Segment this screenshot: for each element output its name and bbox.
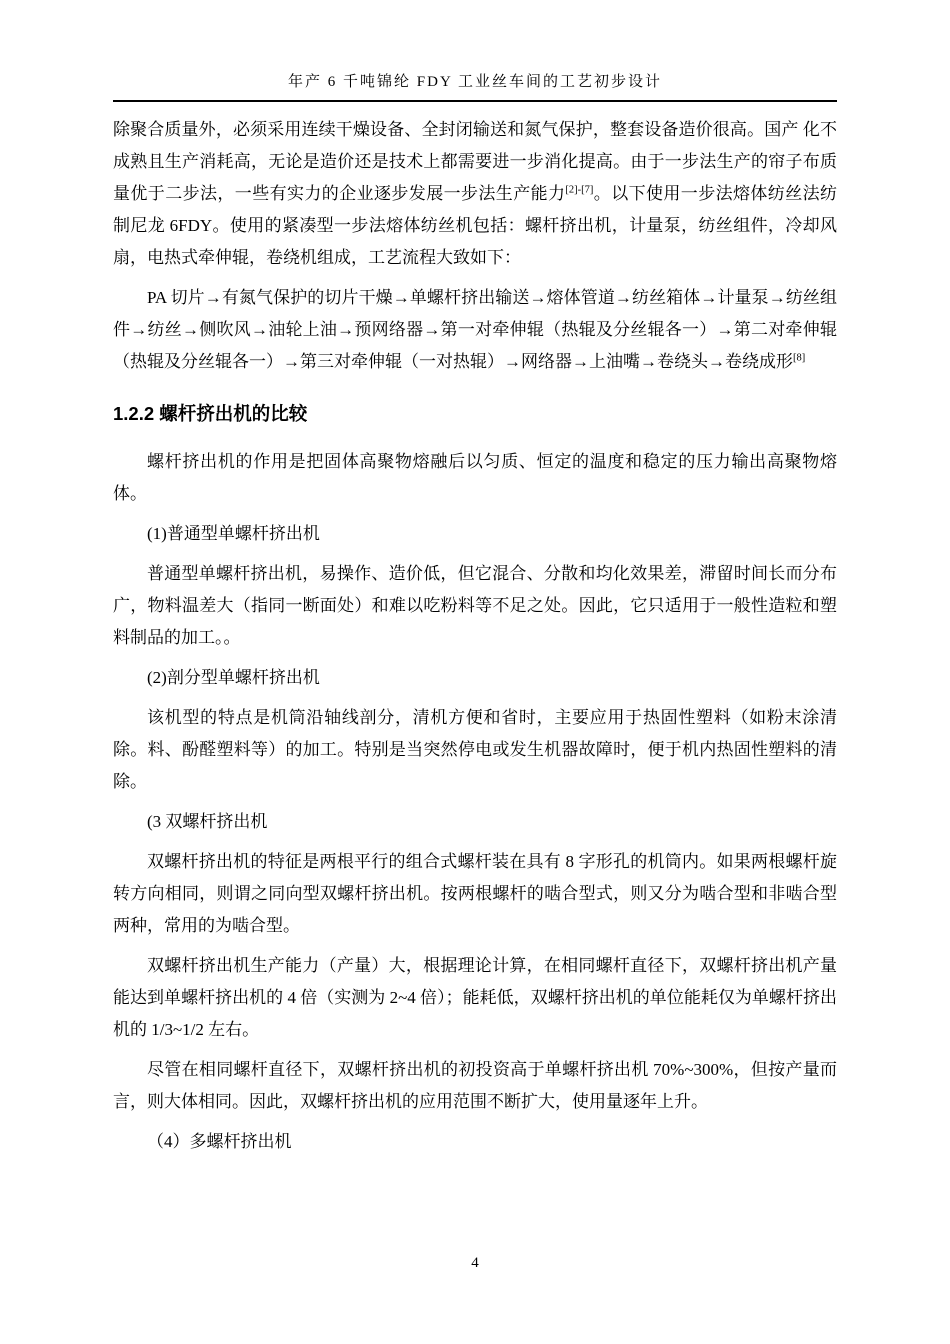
page-number: 4 xyxy=(471,1255,479,1271)
paragraph-twin-screw-cost: 尽管在相同螺杆直径下，双螺杆挤出机的初投资高于单螺杆挤出机 70%~300%，但按产量而言，则大体相同。因此，双螺杆挤出机的应用范围不断扩大，使用量逐年上升。 xyxy=(113,1060,837,1111)
paragraph-process-flow xyxy=(113,282,837,378)
citation-ref-2-7: [2]-[7] xyxy=(565,184,594,196)
header-title: 年产 6 千吨锦纶 FDY 工业丝车间的工艺初步设计 xyxy=(288,74,662,90)
page-header xyxy=(113,70,837,102)
paragraph-twin-screw-capacity: 双螺杆挤出机生产能力（产量）大，根据理论计算，在相同螺杆直径下，双螺杆挤出机产量能达到单螺杆挤出机的 4 倍（实测为 2~4 倍）；能耗低，双螺杆挤出机的单位能耗仅为单螺杆挤出机的 1/3~1/2 左右。 xyxy=(113,956,837,1039)
intro-text: 除聚合质量外，必须采用连续干燥设备、全封闭输送和氮气保护，整套设备造价很高。国产 化不成熟且生产消耗高，无论是造价还是技术上都需要进一步消化提高。由于一步法生产的帘子布质量优于二步法，一些有实力的企业逐步发展一步法生产能力 xyxy=(113,120,837,203)
citation-ref-8: [8] xyxy=(793,352,806,364)
subheading-2-split-screw: (2)剖分型单螺杆挤出机 xyxy=(147,668,320,687)
paragraph-intro xyxy=(113,114,837,274)
subheading-1-single-screw: (1)普通型单螺杆挤出机 xyxy=(147,524,320,543)
paragraph-split-screw-detail: 该机型的特点是机筒沿轴线剖分，清机方便和省时，主要应用于热固性塑料（如粉末涂清除。料、酚醛塑料等）的加工。特别是当突然停电或发生机器故障时，便于机内热固性塑料的清除。 xyxy=(113,708,837,791)
paragraph-twin-screw-features: 双螺杆挤出机的特征是两根平行的组合式螺杆装在具有 8 字形孔的机筒内。如果两根螺杆旋转方向相同，则谓之同向型双螺杆挤出机。按两根螺杆的啮合型式，则又分为啮合型和非啮合型两种，常用的为啮合型。 xyxy=(113,852,837,935)
page-footer xyxy=(0,1255,950,1272)
intro-text-continued: 。以下使用一步法熔体纺丝法纺制尼龙 6FDY。使用的紧凑型一步法熔体纺丝机包括：螺杆挤出机，计量泵，纺丝组件，冷却风扇，电热式牵伸辊，卷绕机组成，工艺流程大致如下： xyxy=(113,184,838,267)
subheading-3-twin-screw: (3 双螺杆挤出机 xyxy=(147,812,268,831)
process-flow-text: PA 切片→有氮气保护的切片干燥→单螺杆挤出输送→熔体管道→纺丝箱体→计量泵→纺丝组件→纺丝→侧吹风→油轮上油→预网络器→第一对牵伸辊（热辊及分丝辊各一）→第二对牵伸辊（热辊及分丝辊各一）→第三对牵伸辊（一对热辊）→网络器→上油嘴→卷绕头→卷绕成形 xyxy=(113,288,837,371)
paragraph-extruder-purpose: 螺杆挤出机的作用是把固体高聚物熔融后以匀质、恒定的温度和稳定的压力输出高聚物熔体。 xyxy=(113,452,837,503)
subheading-4-multi-screw: （4）多螺杆挤出机 xyxy=(147,1132,292,1151)
document-body xyxy=(113,114,837,1166)
paragraph-single-screw-detail: 普通型单螺杆挤出机，易操作、造价低，但它混合、分散和均化效果差，滞留时间长而分布广，物料温差大（指同一断面处）和难以吃粉料等不足之处。因此，它只适用于一般性造粒和塑料制品的加工。。 xyxy=(113,564,837,647)
section-heading: 1.2.2 螺杆挤出机的比较 xyxy=(113,403,308,424)
